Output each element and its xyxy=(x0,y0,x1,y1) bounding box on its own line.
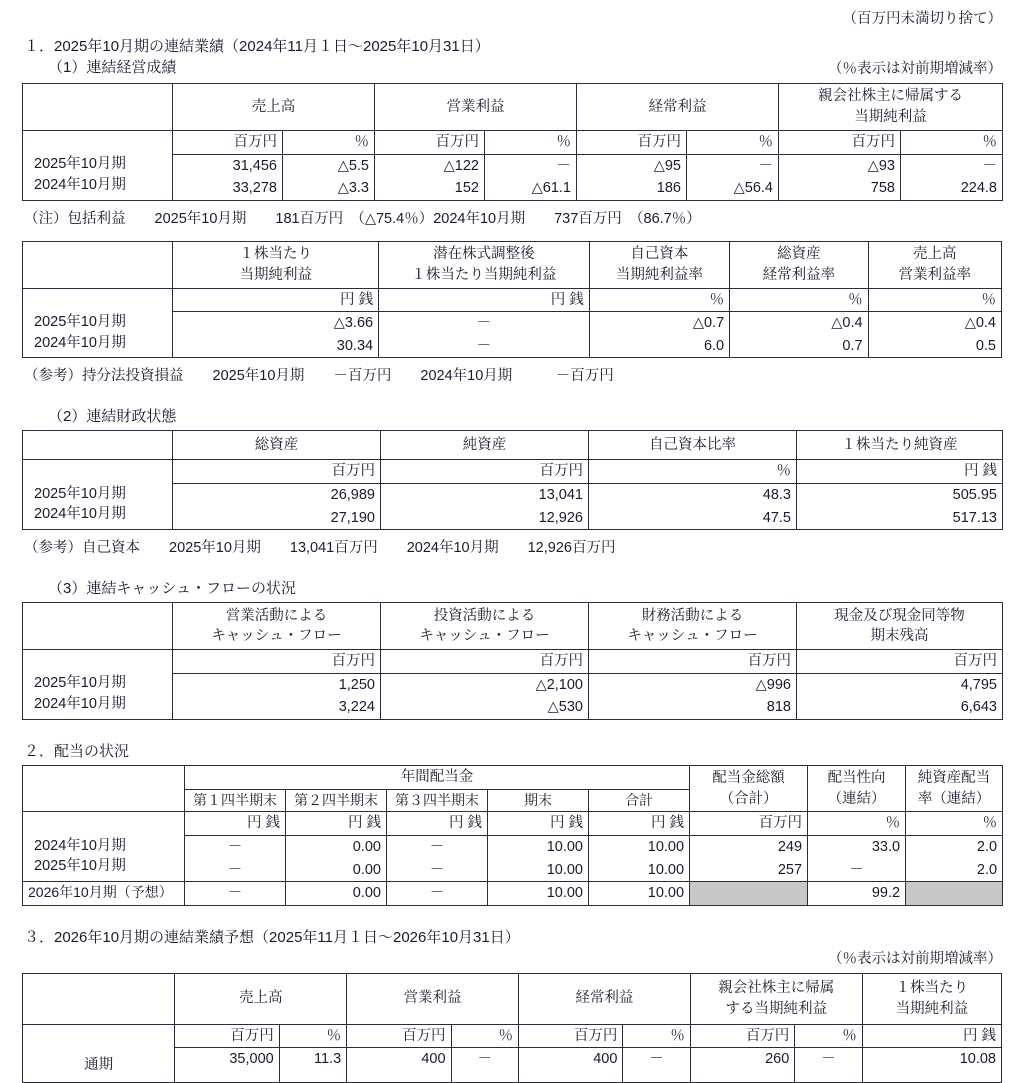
header-cash-equivalents-line1: 現金及び現金同等物 xyxy=(834,607,965,624)
cell-cash-equivalents-2025: 4,795 xyxy=(797,673,1003,696)
cell-forecast-sales-yen: 35,000 xyxy=(175,1048,279,1071)
cell-sales-yen-2024: 33,278 xyxy=(173,177,283,200)
cell-equity-ratio-2025: 48.3 xyxy=(589,484,797,507)
cell-total-assets-2024: 27,190 xyxy=(173,507,381,530)
cell-investing-cf-2024: △530 xyxy=(381,696,589,719)
corner-cell xyxy=(23,765,185,811)
cell-ni-yen-2025: △93 xyxy=(779,154,901,177)
cell-op-margin-2024: 0.5 xyxy=(868,335,1001,358)
cell-forecast-sales-pct: 11.3 xyxy=(279,1048,346,1071)
unit-ord-yen: 百万円 xyxy=(577,131,687,155)
corner-cell xyxy=(23,431,173,460)
unit-operating-cf: 百万円 xyxy=(173,650,381,674)
section2-title: ２．配当の状況 xyxy=(24,742,130,760)
header-forecast-net-income-line1: 親会社株主に帰属 xyxy=(718,980,835,997)
cell-forecast-ni-yen: 260 xyxy=(690,1048,794,1071)
cell-equity-ratio-2024: 47.5 xyxy=(589,507,797,530)
cell-payout-ratio-2025: － xyxy=(808,859,906,882)
cell-forecast-ord-pct: － xyxy=(623,1048,690,1071)
cell-q2-2025: 0.00 xyxy=(286,859,387,882)
corner-cell xyxy=(23,603,173,650)
unit-row xyxy=(23,288,1002,312)
comprehensive-income-note: （注）包括利益 2025年10月期 181百万円 （△75.4％）2024年10月期 737百万円 （86.7％） xyxy=(24,210,701,227)
unit-doe: ％ xyxy=(906,812,1003,836)
unit-forecast-eps: 円 銭 xyxy=(862,1024,1001,1048)
cell-financing-cf-2024: 818 xyxy=(589,696,797,719)
unit-financing-cf: 百万円 xyxy=(589,650,797,674)
row-label-2024: 2024年10月期 xyxy=(34,696,126,713)
table-header-row xyxy=(23,603,1003,650)
cell-payout-ratio-2026: 99.2 xyxy=(808,882,906,906)
cell-total-dividend-2024: 249 xyxy=(690,835,808,858)
period-label-group xyxy=(23,650,173,720)
unit-sales-pct: ％ xyxy=(283,131,375,155)
unit-total-dividend: 百万円 xyxy=(690,812,808,836)
cell-cash-equivalents-2024: 6,643 xyxy=(797,696,1003,719)
unit-equity-ratio: ％ xyxy=(589,460,797,484)
cell-year-end-2024: 10.00 xyxy=(488,835,589,858)
cell-forecast-op-yen: 400 xyxy=(347,1048,451,1071)
unit-row xyxy=(23,131,1003,155)
cell-diluted-eps-2025: － xyxy=(379,312,590,335)
cell-total-2026: 10.00 xyxy=(589,882,690,906)
table-header-row xyxy=(23,241,1002,288)
unit-total: 円 銭 xyxy=(589,812,690,836)
cell-q2-2026: 0.00 xyxy=(286,882,387,906)
unit-row xyxy=(23,812,1003,836)
unit-row xyxy=(23,650,1003,674)
period-label-group xyxy=(23,1024,175,1082)
table-header-row xyxy=(23,84,1003,131)
row-label-2025: 2025年10月期 xyxy=(34,485,126,502)
row-label-2024: 2024年10月期 xyxy=(34,506,126,523)
cell-investing-cf-2025: △2,100 xyxy=(381,673,589,696)
corner-cell xyxy=(23,84,173,131)
unit-op-pct: ％ xyxy=(485,131,577,155)
header-op-margin xyxy=(868,241,1001,288)
header-total-dividend-line2: （合計） xyxy=(719,790,778,807)
row-label-2025: 2025年10月期 xyxy=(34,675,126,692)
unit-eps: 円 銭 xyxy=(173,288,379,312)
header-q2-end: 第２四半期末 xyxy=(286,789,387,812)
cell-bps-2024: 517.13 xyxy=(797,507,1003,530)
header-dividend-on-equity xyxy=(906,765,1003,811)
unit-q1: 円 銭 xyxy=(185,812,286,836)
unit-roe: ％ xyxy=(589,288,729,312)
cell-roa-2025: △0.4 xyxy=(730,312,868,335)
cell-operating-cf-2025: 1,250 xyxy=(173,673,381,696)
unit-total-assets: 百万円 xyxy=(173,460,381,484)
cell-total-dividend-2026-shaded xyxy=(690,882,808,906)
header-financing-cf xyxy=(589,603,797,650)
cell-total-assets-2025: 26,989 xyxy=(173,484,381,507)
cell-roa-2024: 0.7 xyxy=(730,335,868,358)
cell-year-end-2026: 10.00 xyxy=(488,882,589,906)
cell-forecast-ord-yen: 400 xyxy=(519,1048,623,1071)
equity-note: （参考）自己資本 2025年10月期 13,041百万円 2024年10月期 12,926百万円 xyxy=(24,540,616,557)
header-financing-cf-line2: キャッシュ・フロー xyxy=(627,628,758,645)
unit-op-margin: ％ xyxy=(868,288,1001,312)
cell-year-end-2025: 10.00 xyxy=(488,859,589,882)
unit-forecast-ni-pct: ％ xyxy=(795,1024,862,1048)
row-label-2025: 2025年10月期 xyxy=(34,156,126,173)
header-roa-line1: 総資産 xyxy=(777,246,821,263)
header-forecast-operating-income: 営業利益 xyxy=(347,973,519,1024)
pad-cell-9 xyxy=(862,1071,1001,1083)
unit-net-assets: 百万円 xyxy=(381,460,589,484)
header-payout-ratio-line1: 配当性向 xyxy=(827,770,886,787)
cell-forecast-op-pct: － xyxy=(451,1048,518,1071)
cell-eps-2024: 30.34 xyxy=(173,335,379,358)
cell-sales-pct-2025: △5.5 xyxy=(283,154,375,177)
unit-op-yen: 百万円 xyxy=(375,131,485,155)
header-diluted-eps-line1: 潜在株式調整後 xyxy=(433,246,535,263)
header-roe xyxy=(589,241,729,288)
header-financing-cf-line1: 財務活動による xyxy=(641,607,744,624)
cell-roe-2025: △0.7 xyxy=(589,312,729,335)
table-header-row xyxy=(23,973,1002,1024)
corner-cell xyxy=(23,973,175,1024)
header-operating-cf xyxy=(173,603,381,650)
header-op-margin-line2: 営業利益率 xyxy=(898,266,972,283)
section1-title: １．2025年10月期の連結業績（2024年11月１日～2025年10月31日） xyxy=(24,38,490,55)
header-total-assets: 総資産 xyxy=(173,431,381,460)
unit-diluted-eps: 円 銭 xyxy=(379,288,590,312)
pad-cell-2 xyxy=(279,1071,346,1083)
header-net-assets: 純資産 xyxy=(381,431,589,460)
spacer-after-rounding xyxy=(0,28,1024,35)
header-cash-equivalents-line2: 期末残高 xyxy=(870,628,929,645)
period-label-group xyxy=(23,460,173,530)
header-total-dividend xyxy=(690,765,808,811)
unit-year-end: 円 銭 xyxy=(488,812,589,836)
pad-cell-1 xyxy=(175,1071,279,1083)
cell-total-2025: 10.00 xyxy=(589,859,690,882)
unit-row xyxy=(23,460,1003,484)
cell-q3-2025: － xyxy=(387,859,488,882)
unit-forecast-sales-pct: ％ xyxy=(279,1024,346,1048)
header-forecast-net-income-parent xyxy=(690,973,862,1024)
period-label-group xyxy=(23,812,185,882)
unit-sales-yen: 百万円 xyxy=(173,131,283,155)
header-forecast-net-sales: 売上高 xyxy=(175,973,347,1024)
row-label-2024: 2024年10月期 xyxy=(34,837,126,854)
pad-cell-6 xyxy=(623,1071,690,1083)
header-eps-line2: 当期純利益 xyxy=(239,266,313,283)
header-eps xyxy=(173,241,379,288)
unit-forecast-ni-yen: 百万円 xyxy=(690,1024,794,1048)
cell-ni-yen-2024: 758 xyxy=(779,177,901,200)
header-roa xyxy=(730,241,868,288)
cell-payout-ratio-2024: 33.0 xyxy=(808,835,906,858)
header-forecast-eps-line1: １株当たり xyxy=(895,980,969,997)
cell-diluted-eps-2024: － xyxy=(379,335,590,358)
header-diluted-eps xyxy=(379,241,590,288)
header-investing-cf-line2: キャッシュ・フロー xyxy=(419,628,550,645)
top-spacer xyxy=(0,0,1024,7)
cell-q1-2026: － xyxy=(185,882,286,906)
header-q1-end: 第１四半期末 xyxy=(185,789,286,812)
unit-forecast-ord-yen: 百万円 xyxy=(519,1024,623,1048)
per-share-indicators-table xyxy=(22,241,1002,359)
forecast-table xyxy=(22,973,1002,1083)
cell-sales-pct-2024: △3.3 xyxy=(283,177,375,200)
header-roa-line2: 経常利益率 xyxy=(762,266,836,283)
header-forecast-eps xyxy=(862,973,1001,1024)
cell-op-yen-2024: 152 xyxy=(375,177,485,200)
unit-investing-cf: 百万円 xyxy=(381,650,589,674)
header-q3-end: 第３四半期末 xyxy=(387,789,488,812)
cell-ni-pct-2025: － xyxy=(901,154,1003,177)
section1-percent-note: （％表示は対前期増減率） xyxy=(828,61,1002,77)
cell-net-assets-2024: 12,926 xyxy=(381,507,589,530)
section1-sub2-title: （2）連結財政状態 xyxy=(48,408,177,426)
header-dividend-on-equity-line1: 純資産配当 xyxy=(917,770,991,787)
unit-forecast-ord-pct: ％ xyxy=(623,1024,690,1048)
pad-cell-4 xyxy=(451,1071,518,1083)
header-forecast-eps-line2: 当期純利益 xyxy=(895,1000,969,1017)
header-eps-line1: １株当たり xyxy=(239,246,313,263)
header-investing-cf-line1: 投資活動による xyxy=(433,607,536,624)
period-label-group xyxy=(23,131,173,201)
cell-eps-2025: △3.66 xyxy=(173,312,379,335)
header-ordinary-income: 経常利益 xyxy=(577,84,779,131)
corner-cell xyxy=(23,241,173,288)
header-roe-line1: 自己資本 xyxy=(630,246,689,263)
cell-op-pct-2025: － xyxy=(485,154,577,177)
pad-cell-7 xyxy=(690,1071,794,1083)
unit-ord-pct: ％ xyxy=(687,131,779,155)
cell-op-margin-2025: △0.4 xyxy=(868,312,1001,335)
cell-bps-2025: 505.95 xyxy=(797,484,1003,507)
header-dividend-on-equity-line2: 率（連結） xyxy=(917,790,991,807)
financial-position-table xyxy=(22,430,1003,530)
cashflow-table xyxy=(22,602,1003,720)
cell-op-yen-2025: △122 xyxy=(375,154,485,177)
header-operating-cf-line2: キャッシュ・フロー xyxy=(211,628,342,645)
cell-q2-2024: 0.00 xyxy=(286,835,387,858)
cell-ord-yen-2025: △95 xyxy=(577,154,687,177)
cell-ord-pct-2024: △56.4 xyxy=(687,177,779,200)
pad-cell-3 xyxy=(347,1071,451,1083)
header-cash-equivalents xyxy=(797,603,1003,650)
header-forecast-ordinary-income: 経常利益 xyxy=(519,973,691,1024)
unit-ni-pct: ％ xyxy=(901,131,1003,155)
section1-sub1-title: （1）連結経営成績 xyxy=(48,59,177,76)
pad-cell-5 xyxy=(519,1071,623,1083)
row-label-2025: 2025年10月期 xyxy=(34,314,126,331)
header-net-income-parent xyxy=(779,84,1003,131)
section1-sub3-title: （3）連結キャッシュ・フローの状況 xyxy=(48,580,297,598)
unit-roa: ％ xyxy=(730,288,868,312)
unit-q3: 円 銭 xyxy=(387,812,488,836)
cell-roe-2024: 6.0 xyxy=(589,335,729,358)
cell-forecast-ni-pct: － xyxy=(795,1048,862,1071)
unit-ni-yen: 百万円 xyxy=(779,131,901,155)
cell-q1-2024: － xyxy=(185,835,286,858)
header-investing-cf xyxy=(381,603,589,650)
dividend-table xyxy=(22,765,1003,906)
table-header-row xyxy=(23,765,1003,789)
unit-forecast-op-pct: ％ xyxy=(451,1024,518,1048)
unit-payout-ratio: ％ xyxy=(808,812,906,836)
header-bps: １株当たり純資産 xyxy=(797,431,1003,460)
unit-forecast-sales-yen: 百万円 xyxy=(175,1024,279,1048)
cell-total-dividend-2025: 257 xyxy=(690,859,808,882)
cell-q3-2026: － xyxy=(387,882,488,906)
row-label-full-year: 通期 xyxy=(84,1057,114,1074)
row-label-2024: 2024年10月期 xyxy=(34,334,126,351)
row-label-2026-forecast: 2026年10月期（予想） xyxy=(23,882,185,906)
table-row-forecast xyxy=(23,882,1003,906)
section3-title: ３．2026年10月期の連結業績予想（2025年11月１日～2026年10月31日） xyxy=(24,928,520,946)
cell-ord-yen-2024: 186 xyxy=(577,177,687,200)
cell-operating-cf-2024: 3,224 xyxy=(173,696,381,719)
unit-q2: 円 銭 xyxy=(286,812,387,836)
consolidated-results-table xyxy=(22,83,1003,201)
header-payout-ratio xyxy=(808,765,906,811)
header-year-end: 期末 xyxy=(488,789,589,812)
equity-method-note: （参考）持分法投資損益 2025年10月期 －百万円 2024年10月期 －百万円 xyxy=(24,368,614,385)
cell-op-pct-2024: △61.1 xyxy=(485,177,577,200)
header-forecast-net-income-line2: する当期純利益 xyxy=(725,1000,828,1017)
unit-cash-equivalents: 百万円 xyxy=(797,650,1003,674)
cell-sales-yen-2025: 31,456 xyxy=(173,154,283,177)
cell-total-2024: 10.00 xyxy=(589,835,690,858)
cell-doe-2025: 2.0 xyxy=(906,859,1003,882)
cell-net-assets-2025: 13,041 xyxy=(381,484,589,507)
section3-percent-note: （％表示は対前期増減率） xyxy=(828,950,1002,967)
cell-doe-2024: 2.0 xyxy=(906,835,1003,858)
header-operating-cf-line1: 営業活動による xyxy=(225,607,328,624)
header-operating-income: 営業利益 xyxy=(375,84,577,131)
cell-q1-2025: － xyxy=(185,859,286,882)
header-diluted-eps-line2: １株当たり当期純利益 xyxy=(411,266,557,283)
table-header-row xyxy=(23,431,1003,460)
header-dividend-total: 合計 xyxy=(589,789,690,812)
row-label-2025: 2025年10月期 xyxy=(34,858,126,875)
unit-bps: 円 銭 xyxy=(797,460,1003,484)
cell-ord-pct-2025: － xyxy=(687,154,779,177)
header-roe-line2: 当期純利益率 xyxy=(615,266,703,283)
pad-cell-8 xyxy=(795,1071,862,1083)
header-net-sales: 売上高 xyxy=(173,84,375,131)
unit-forecast-op-yen: 百万円 xyxy=(347,1024,451,1048)
row-label-2024: 2024年10月期 xyxy=(34,176,126,193)
cell-q3-2024: － xyxy=(387,835,488,858)
header-net-income-parent-line1: 親会社株主に帰属する xyxy=(818,88,963,105)
period-label-group xyxy=(23,288,173,358)
header-annual-dividend: 年間配当金 xyxy=(185,765,690,789)
header-op-margin-line1: 売上高 xyxy=(913,246,957,263)
cell-doe-2026-shaded xyxy=(906,882,1003,906)
header-payout-ratio-line2: （連結） xyxy=(827,790,886,807)
header-net-income-parent-line2: 当期純利益 xyxy=(854,109,927,125)
unit-row xyxy=(23,1024,1002,1048)
cell-forecast-eps: 10.08 xyxy=(862,1048,1001,1071)
rounding-note: （百万円未満切り捨て） xyxy=(842,11,1002,27)
header-equity-ratio: 自己資本比率 xyxy=(589,431,797,460)
header-total-dividend-line1: 配当金総額 xyxy=(712,770,785,787)
cell-financing-cf-2025: △996 xyxy=(589,673,797,696)
cell-ni-pct-2024: 224.8 xyxy=(901,177,1003,200)
